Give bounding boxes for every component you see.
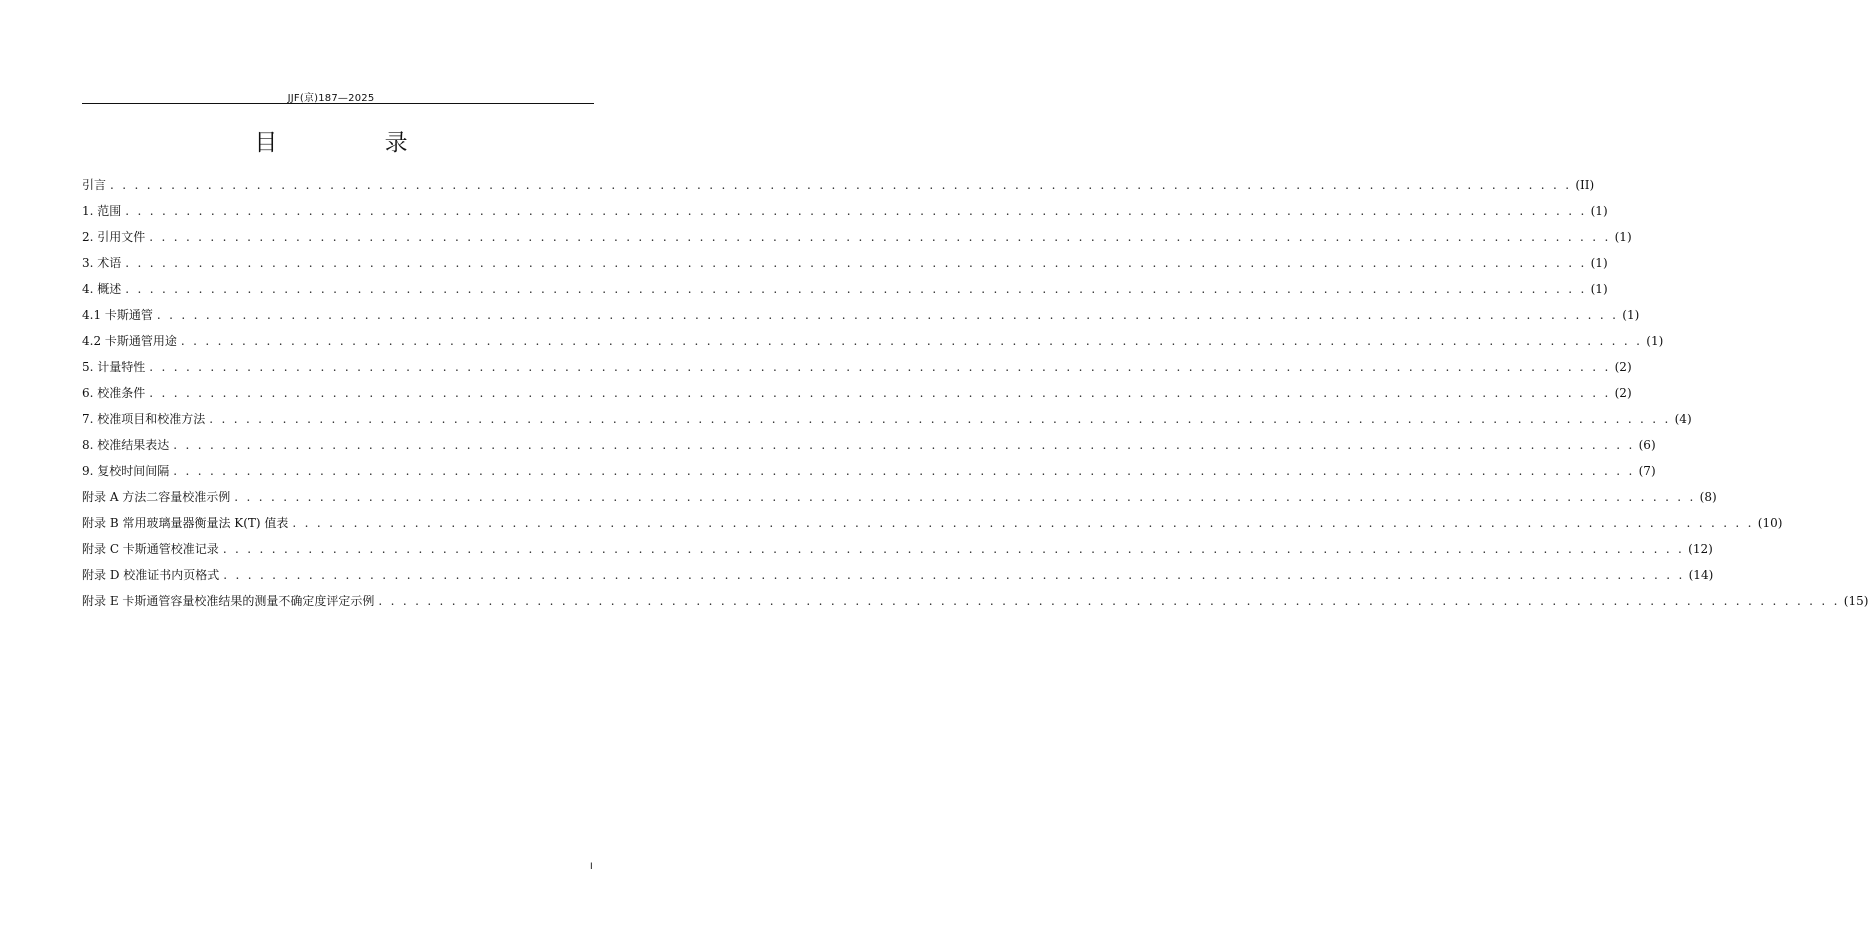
toc-entry[interactable] (82, 358, 1632, 384)
toc-entry-label: 引言 (82, 178, 107, 192)
toc-entry-page: (10) (1757, 516, 1783, 530)
toc-entry[interactable] (82, 514, 1783, 540)
toc-leader-dots: . . . . . . . . . . . . . . . . . . . . . . . . . . . . . . . . . . . . . . . . . . . . . . . . . . . . . . . . . . . . . . . . . . . . . . . . . . . . . . . . . . . . . . . . . . . . . . . . . . . . . . . . . . . . . . . . . . . . . . . . (110, 178, 1572, 192)
toc-leader-dots: . . . . . . . . . . . . . . . . . . . . . . . . . . . . . . . . . . . . . . . . . . . . . . . . . . . . . . . . . . . . . . . . . . . . . . . . . . . . . . . . . . . . . . . . . . . . . . . . . . . . . . . . . . . . . . . . . . . . . . . . (378, 594, 1840, 608)
toc-entry[interactable] (82, 384, 1632, 410)
toc-leader-dots: . . . . . . . . . . . . . . . . . . . . . . . . . . . . . . . . . . . . . . . . . . . . . . . . . . . . . . . . . . . . . . . . . . . . . . . . . . . . . . . . . . . . . . . . . . . . . . . . . . . . . . . . . . . . . . . . . . . . . . . . (149, 386, 1611, 400)
toc-leader-dots: . . . . . . . . . . . . . . . . . . . . . . . . . . . . . . . . . . . . . . . . . . . . . . . . . . . . . . . . . . . . . . . . . . . . . . . . . . . . . . . . . . . . . . . . . . . . . . . . . . . . . . . . . . . . . . . . . . . . . . . . (173, 464, 1635, 478)
toc-leader-dots: . . . . . . . . . . . . . . . . . . . . . . . . . . . . . . . . . . . . . . . . . . . . . . . . . . . . . . . . . . . . . . . . . . . . . . . . . . . . . . . . . . . . . . . . . . . . . . . . . . . . . . . . . . . . . . . . . . . . . . . . (234, 490, 1696, 504)
toc-entry-page: (14) (1688, 568, 1714, 582)
toc-entry-label: 4. 概述 (82, 282, 122, 296)
toc-entry-page: (15) (1843, 594, 1868, 608)
toc-entry[interactable] (82, 410, 1692, 436)
header-divider (82, 103, 594, 104)
toc-entry-page: (7) (1638, 464, 1656, 478)
toc-entry-page: (1) (1590, 204, 1608, 218)
toc-entry-label: 附录 E 卡斯通管容量校准结果的测量不确定度评定示例 (82, 594, 375, 608)
toc-entry-label: 7. 校准项目和校准方法 (82, 412, 206, 426)
toc-entry-label: 1. 范围 (82, 204, 122, 218)
toc-entry-label: 附录 A 方法二容量校准示例 (82, 490, 231, 504)
toc-entry[interactable] (82, 462, 1656, 488)
toc-entry[interactable] (82, 332, 1664, 358)
toc-entry-label: 附录 C 卡斯通管校准记录 (82, 542, 219, 556)
toc-leader-dots: . . . . . . . . . . . . . . . . . . . . . . . . . . . . . . . . . . . . . . . . . . . . . . . . . . . . . . . . . . . . . . . . . . . . . . . . . . . . . . . . . . . . . . . . . . . . . . . . . . . . . . . . . . . . . . . . . . . . . . . . (292, 516, 1754, 530)
toc-entry-label: 4.2 卡斯通管用途 (82, 334, 177, 348)
toc-entry[interactable] (82, 592, 1868, 618)
toc-entry-page: (6) (1638, 438, 1656, 452)
toc-entry[interactable] (82, 566, 1714, 592)
running-header: JJF(京)187—2025 (287, 93, 375, 104)
toc-leader-dots: . . . . . . . . . . . . . . . . . . . . . . . . . . . . . . . . . . . . . . . . . . . . . . . . . . . . . . . . . . . . . . . . . . . . . . . . . . . . . . . . . . . . . . . . . . . . . . . . . . . . . . . . . . . . . . . . . . . . . . . . (125, 256, 1587, 270)
toc-entry-label: 8. 校准结果表达 (82, 438, 170, 452)
toc-entry[interactable] (82, 280, 1608, 306)
toc-entry[interactable] (82, 488, 1717, 514)
toc-entry-page: (1) (1590, 256, 1608, 270)
toc-entry-page: (II) (1575, 178, 1595, 192)
toc-entry-label: 9. 复校时间间隔 (82, 464, 170, 478)
toc-entry-label: 附录 D 校准证书内页格式 (82, 568, 220, 582)
toc-leader-dots: . . . . . . . . . . . . . . . . . . . . . . . . . . . . . . . . . . . . . . . . . . . . . . . . . . . . . . . . . . . . . . . . . . . . . . . . . . . . . . . . . . . . . . . . . . . . . . . . . . . . . . . . . . . . . . . . . . . . . . . . (209, 412, 1671, 426)
toc-leader-dots: . . . . . . . . . . . . . . . . . . . . . . . . . . . . . . . . . . . . . . . . . . . . . . . . . . . . . . . . . . . . . . . . . . . . . . . . . . . . . . . . . . . . . . . . . . . . . . . . . . . . . . . . . . . . . . . . . . . . . . . . (125, 204, 1587, 218)
toc-leader-dots: . . . . . . . . . . . . . . . . . . . . . . . . . . . . . . . . . . . . . . . . . . . . . . . . . . . . . . . . . . . . . . . . . . . . . . . . . . . . . . . . . . . . . . . . . . . . . . . . . . . . . . . . . . . . . . . . . . . . . . . . (173, 438, 1635, 452)
page-title: 目 录 (254, 130, 458, 156)
toc-entry-label: 6. 校准条件 (82, 386, 146, 400)
toc-entry-label: 3. 术语 (82, 256, 122, 270)
page-number: I (590, 862, 593, 872)
toc-entry-page: (1) (1622, 308, 1640, 322)
table-of-contents (82, 176, 1868, 618)
toc-entry[interactable] (82, 228, 1632, 254)
toc-entry-label: 附录 B 常用玻璃量器衡量法 K(T) 值表 (82, 516, 289, 530)
toc-entry-label: 2. 引用文件 (82, 230, 146, 244)
toc-entry-page: (1) (1590, 282, 1608, 296)
toc-entry-label: 4.1 卡斯通管 (82, 308, 153, 322)
toc-entry[interactable] (82, 254, 1608, 280)
toc-entry-page: (8) (1699, 490, 1717, 504)
toc-entry-page: (4) (1674, 412, 1692, 426)
toc-entry[interactable] (82, 436, 1656, 462)
toc-leader-dots: . . . . . . . . . . . . . . . . . . . . . . . . . . . . . . . . . . . . . . . . . . . . . . . . . . . . . . . . . . . . . . . . . . . . . . . . . . . . . . . . . . . . . . . . . . . . . . . . . . . . . . . . . . . . . . . . . . . . . . . . (149, 230, 1611, 244)
toc-entry[interactable] (82, 306, 1640, 332)
toc-entry-page: (12) (1688, 542, 1713, 556)
toc-entry-page: (2) (1614, 386, 1632, 400)
toc-entry-page: (1) (1614, 230, 1632, 244)
toc-leader-dots: . . . . . . . . . . . . . . . . . . . . . . . . . . . . . . . . . . . . . . . . . . . . . . . . . . . . . . . . . . . . . . . . . . . . . . . . . . . . . . . . . . . . . . . . . . . . . . . . . . . . . . . . . . . . . . . . . . . . . . . . (149, 360, 1611, 374)
toc-leader-dots: . . . . . . . . . . . . . . . . . . . . . . . . . . . . . . . . . . . . . . . . . . . . . . . . . . . . . . . . . . . . . . . . . . . . . . . . . . . . . . . . . . . . . . . . . . . . . . . . . . . . . . . . . . . . . . . . . . . . . . . . (180, 334, 1643, 348)
toc-entry-page: (2) (1614, 360, 1632, 374)
toc-entry[interactable] (82, 540, 1713, 566)
toc-entry[interactable] (82, 176, 1595, 202)
toc-leader-dots: . . . . . . . . . . . . . . . . . . . . . . . . . . . . . . . . . . . . . . . . . . . . . . . . . . . . . . . . . . . . . . . . . . . . . . . . . . . . . . . . . . . . . . . . . . . . . . . . . . . . . . . . . . . . . . . . . . . . . . . . (223, 568, 1685, 582)
toc-entry-page: (1) (1646, 334, 1664, 348)
toc-leader-dots: . . . . . . . . . . . . . . . . . . . . . . . . . . . . . . . . . . . . . . . . . . . . . . . . . . . . . . . . . . . . . . . . . . . . . . . . . . . . . . . . . . . . . . . . . . . . . . . . . . . . . . . . . . . . . . . . . . . . . . . . (156, 308, 1619, 322)
toc-leader-dots: . . . . . . . . . . . . . . . . . . . . . . . . . . . . . . . . . . . . . . . . . . . . . . . . . . . . . . . . . . . . . . . . . . . . . . . . . . . . . . . . . . . . . . . . . . . . . . . . . . . . . . . . . . . . . . . . . . . . . . . . (222, 542, 1685, 556)
toc-leader-dots: . . . . . . . . . . . . . . . . . . . . . . . . . . . . . . . . . . . . . . . . . . . . . . . . . . . . . . . . . . . . . . . . . . . . . . . . . . . . . . . . . . . . . . . . . . . . . . . . . . . . . . . . . . . . . . . . . . . . . . . . (125, 282, 1587, 296)
toc-entry-label: 5. 计量特性 (82, 360, 146, 374)
toc-entry[interactable] (82, 202, 1608, 228)
